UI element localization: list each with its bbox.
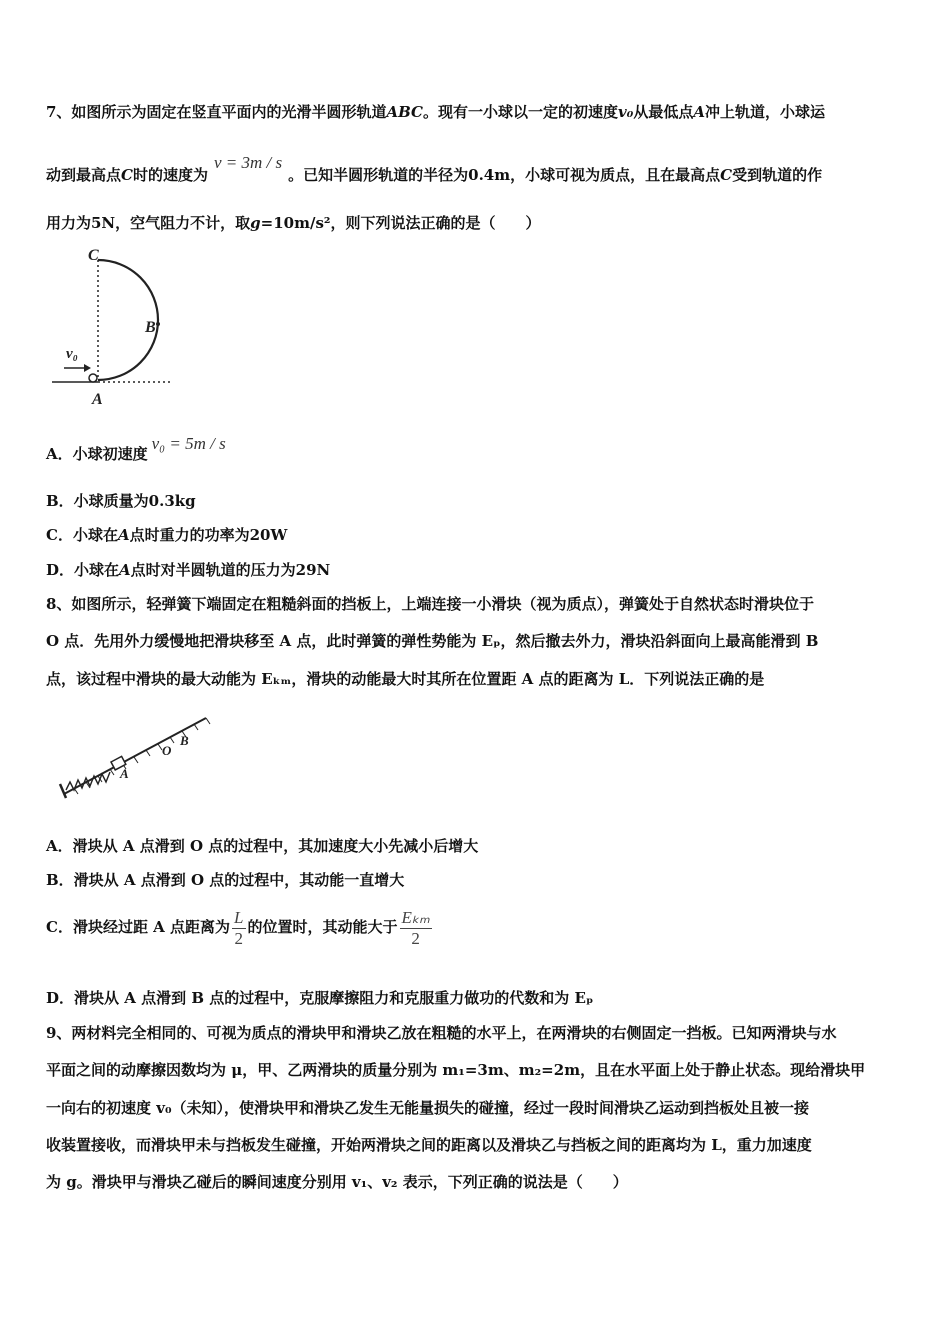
label-b: B [180, 733, 189, 748]
label-o: O [162, 743, 172, 758]
label-a: A [92, 391, 103, 408]
q8-line-2: O 点．先用外力缓慢地把滑块移至 A 点，此时弹簧的弹性势能为 Eₚ，然后撤去外力，滑块沿斜面向上最高能滑到 B [46, 632, 819, 650]
point-b-dot [156, 322, 160, 326]
q8-line-1: 8、如图所示，轻弹簧下端固定在粗糙斜面的挡板上，上端连接一小滑块（视为质点），弹簧处于自然状态时滑块位于 [46, 595, 814, 613]
velocity-arrowhead [84, 364, 91, 372]
q9-line-3: 一向右的初速度 v₀（未知），使滑块甲和滑块乙发生无能量损失的碰撞，经过一段时间滑块乙运动到挡板处且被一接 [46, 1099, 810, 1117]
q7-option-d: D．小球在A点时对半圆轨道的压力为29N [46, 561, 331, 579]
q7-track-figure [50, 244, 180, 410]
q9-line-2: 平面之间的动摩擦因数均为 μ，甲、乙两滑块的质量分别为 m₁=3m、m₂=2m，且在水平面上处于静止状态。现给滑块甲 [46, 1061, 866, 1079]
q7-line-3: 用力为5N，空气阻力不计，取g=10m/s²，则下列说法正确的是（ ） [46, 214, 541, 232]
q7-line-1: 7、如图所示为固定在竖直平面内的光滑半圆形轨道ABC。现有一小球以一定的初速度v₀从最低点A冲上轨道，小球运 [46, 103, 825, 121]
q8-option-b: B．滑块从 A 点滑到 O 点的过程中，其动能一直增大 [46, 871, 405, 889]
q7-v0: v₀ [618, 103, 634, 121]
incline-hatching [74, 718, 210, 794]
ball [89, 374, 97, 382]
q9-line-1: 9、两材料完全相同的、可视为质点的滑块甲和滑块乙放在粗糙的水平上，在两滑块的右侧固定一挡板。已知两滑块与水 [46, 1024, 837, 1042]
label-b: B [145, 319, 156, 336]
q8-incline-figure [56, 712, 216, 804]
q7-line-2: 动到最高点C时的速度为v = 3m / s。已知半圆形轨道的半径为0.4m，小球可视为质点，且在最高点C受到轨道的作 [46, 153, 823, 184]
q7-option-c: C．小球在A点时重力的功率为20W [46, 526, 288, 544]
fraction-ekm-over-2: $\frac{\text{Eₖₘ}}{2}$ [401, 907, 430, 948]
bottom-barrier [60, 784, 66, 798]
label-v0: v₀ [66, 346, 78, 362]
label-a: A [120, 766, 129, 781]
q7-speed-formula: v = 3m / s [213, 153, 283, 172]
fraction-l-over-2: $\frac{L}{2}$ [234, 907, 244, 948]
q7-v0-formula: v₀ = 5m / s [151, 434, 226, 453]
spring [66, 772, 110, 790]
q9-line-5: 为 g。滑块甲与滑块乙碰后的瞬间速度分别用 v₁、v₂ 表示，下列正确的说法是（ ） [46, 1173, 628, 1191]
label-c: C [88, 247, 99, 264]
q8-option-a: A．滑块从 A 点滑到 O 点的过程中，其加速度大小先减小后增大 [46, 837, 479, 855]
q9-line-4: 收装置接收，而滑块甲未与挡板发生碰撞，开始两滑块之间的距离以及滑块乙与挡板之间的距离均为 L，重力加速度 [46, 1136, 812, 1154]
incline-surface [64, 718, 206, 794]
q7-option-a: A．小球初速度v₀ = 5m / s [46, 434, 226, 463]
q7-option-b: B．小球质量为0.3kg [46, 492, 196, 510]
q8-line-3: 点，该过程中滑块的最大动能为 Eₖₘ，滑块的动能最大时其所在位置距 A 点的距离为 L．下列说法正确的是 [46, 670, 765, 688]
q7-abc: ABC [386, 103, 423, 121]
q8-option-d: D．滑块从 A 点滑到 B 点的过程中，克服摩擦阻力和克服重力做功的代数和为 Eₚ [46, 989, 594, 1007]
q8-option-c: C．滑块经过距 A 点距离为 $\frac{L}{2}$ 的位置时，其动能大于 $\frac{\text{Eₖₘ}}{2}$ [46, 907, 430, 948]
